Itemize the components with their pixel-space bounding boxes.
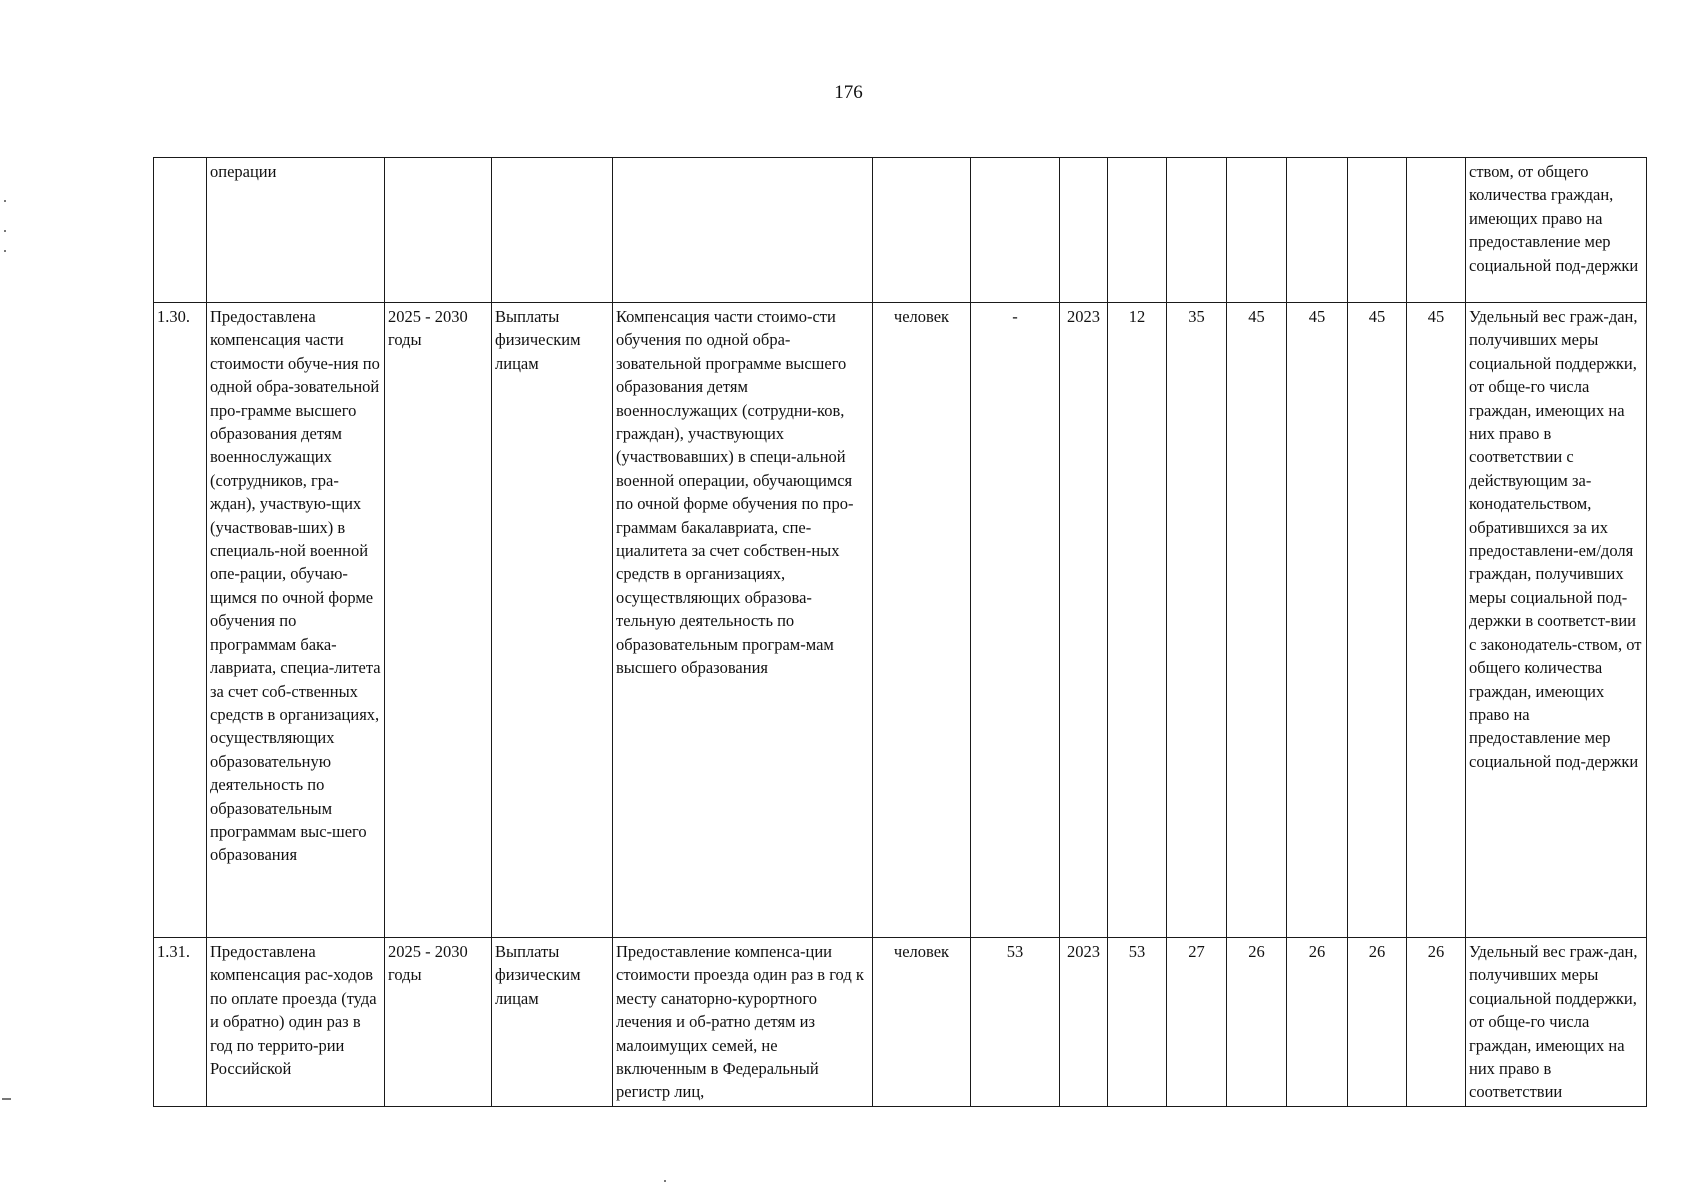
value-2029-cell: 26 bbox=[1348, 938, 1407, 1107]
period-cell: 2025 - 2030 годы bbox=[385, 303, 492, 938]
scan-mark bbox=[4, 230, 6, 232]
result-cell: Предоставлена компенсация части стоимости обуче-ния по одной обра-зовательной про-грамме высшего образования детям военнослужащих (сотрудников, гра-ждан), участвую-щих (участвовав-ших) в специаль-ной военной опе-рации, обучаю-щимся по очной форме обучения по программам бака-лавриата, специа-литета за счет соб-ственных средств в организациях, осуществляющих образовательную деятельность по образовательным программам выс-шего образования bbox=[207, 303, 385, 938]
row-number-cell bbox=[154, 158, 207, 303]
base-value-cell: 53 bbox=[971, 938, 1060, 1107]
base-year-cell bbox=[1060, 158, 1108, 303]
value-2028-cell: 26 bbox=[1287, 938, 1348, 1107]
value-2027-cell bbox=[1227, 158, 1287, 303]
indicator-cell: Удельный вес граж-дан, получивших меры социальной поддержки, от обще-го числа граждан, имеющих на них право в соответствии bbox=[1466, 938, 1647, 1107]
type-cell bbox=[492, 158, 613, 303]
base-value-cell bbox=[971, 158, 1060, 303]
description-cell bbox=[613, 158, 873, 303]
value-2030-cell bbox=[1407, 158, 1466, 303]
value-2025-cell: 53 bbox=[1108, 938, 1167, 1107]
base-year-cell: 2023 bbox=[1060, 303, 1108, 938]
table-row bbox=[154, 158, 1647, 303]
value-2025-cell: 12 bbox=[1108, 303, 1167, 938]
unit-cell: человек bbox=[873, 938, 971, 1107]
table-row bbox=[154, 303, 1647, 938]
description-cell: Компенсация части стоимо-сти обучения по одной обра-зовательной программе высшего образования детям военнослужащих (сотрудни-ков, граждан), участвующих (участвовавших) в специ-альной военной операции, обучающимся по очной форме обучения по про-граммам бакалавриата, спе-циалитета за счет собствен-ных средств в организациях, осуществляющих образова-тельную деятельность по образовательным програм-мам высшего образования bbox=[613, 303, 873, 938]
table-row bbox=[154, 938, 1647, 1107]
result-cell: Предоставлена компенсация рас-ходов по оплате проезда (туда и обратно) один раз в год по террито-рии Российской bbox=[207, 938, 385, 1107]
row-number-cell: 1.31. bbox=[154, 938, 207, 1107]
value-2030-cell: 26 bbox=[1407, 938, 1466, 1107]
value-2026-cell bbox=[1167, 158, 1227, 303]
value-2029-cell bbox=[1348, 158, 1407, 303]
row-number-cell: 1.30. bbox=[154, 303, 207, 938]
description-cell: Предоставление компенса-ции стоимости проезда один раз в год к месту санаторно-курортного лечения и об-ратно детям из малоимущих семей, не включенным в Федеральный регистр лиц, bbox=[613, 938, 873, 1107]
value-2027-cell: 45 bbox=[1227, 303, 1287, 938]
measures-table bbox=[153, 157, 1647, 1107]
base-year-cell: 2023 bbox=[1060, 938, 1108, 1107]
value-2028-cell: 45 bbox=[1287, 303, 1348, 938]
value-2029-cell: 45 bbox=[1348, 303, 1407, 938]
scan-mark bbox=[2, 1098, 11, 1100]
value-2030-cell: 45 bbox=[1407, 303, 1466, 938]
value-2025-cell bbox=[1108, 158, 1167, 303]
scan-mark bbox=[4, 200, 6, 202]
type-cell: Выплаты физическим лицам bbox=[492, 938, 613, 1107]
value-2027-cell: 26 bbox=[1227, 938, 1287, 1107]
type-cell: Выплаты физическим лицам bbox=[492, 303, 613, 938]
page-number: 176 bbox=[834, 82, 863, 103]
value-2026-cell: 27 bbox=[1167, 938, 1227, 1107]
indicator-cell: Удельный вес граж-дан, получивших меры социальной поддержки, от обще-го числа граждан, имеющих на них право в соответствии с действующим за-конодательством, обратившихся за их предоставлени-ем/доля граждан, получивших меры социальной под-держки в соответст-вии с законодатель-ством, от общего количества граждан, имеющих право на предоставление мер социальной под-держки bbox=[1466, 303, 1647, 938]
scan-mark bbox=[664, 1180, 666, 1182]
result-cell: операции bbox=[207, 158, 385, 303]
unit-cell: человек bbox=[873, 303, 971, 938]
indicator-cell: ством, от общего количества граждан, имеющих право на предоставление мер социальной под-держки bbox=[1466, 158, 1647, 303]
base-value-cell: - bbox=[971, 303, 1060, 938]
scan-mark bbox=[4, 250, 6, 252]
period-cell: 2025 - 2030 годы bbox=[385, 938, 492, 1107]
value-2028-cell bbox=[1287, 158, 1348, 303]
unit-cell bbox=[873, 158, 971, 303]
period-cell bbox=[385, 158, 492, 303]
value-2026-cell: 35 bbox=[1167, 303, 1227, 938]
